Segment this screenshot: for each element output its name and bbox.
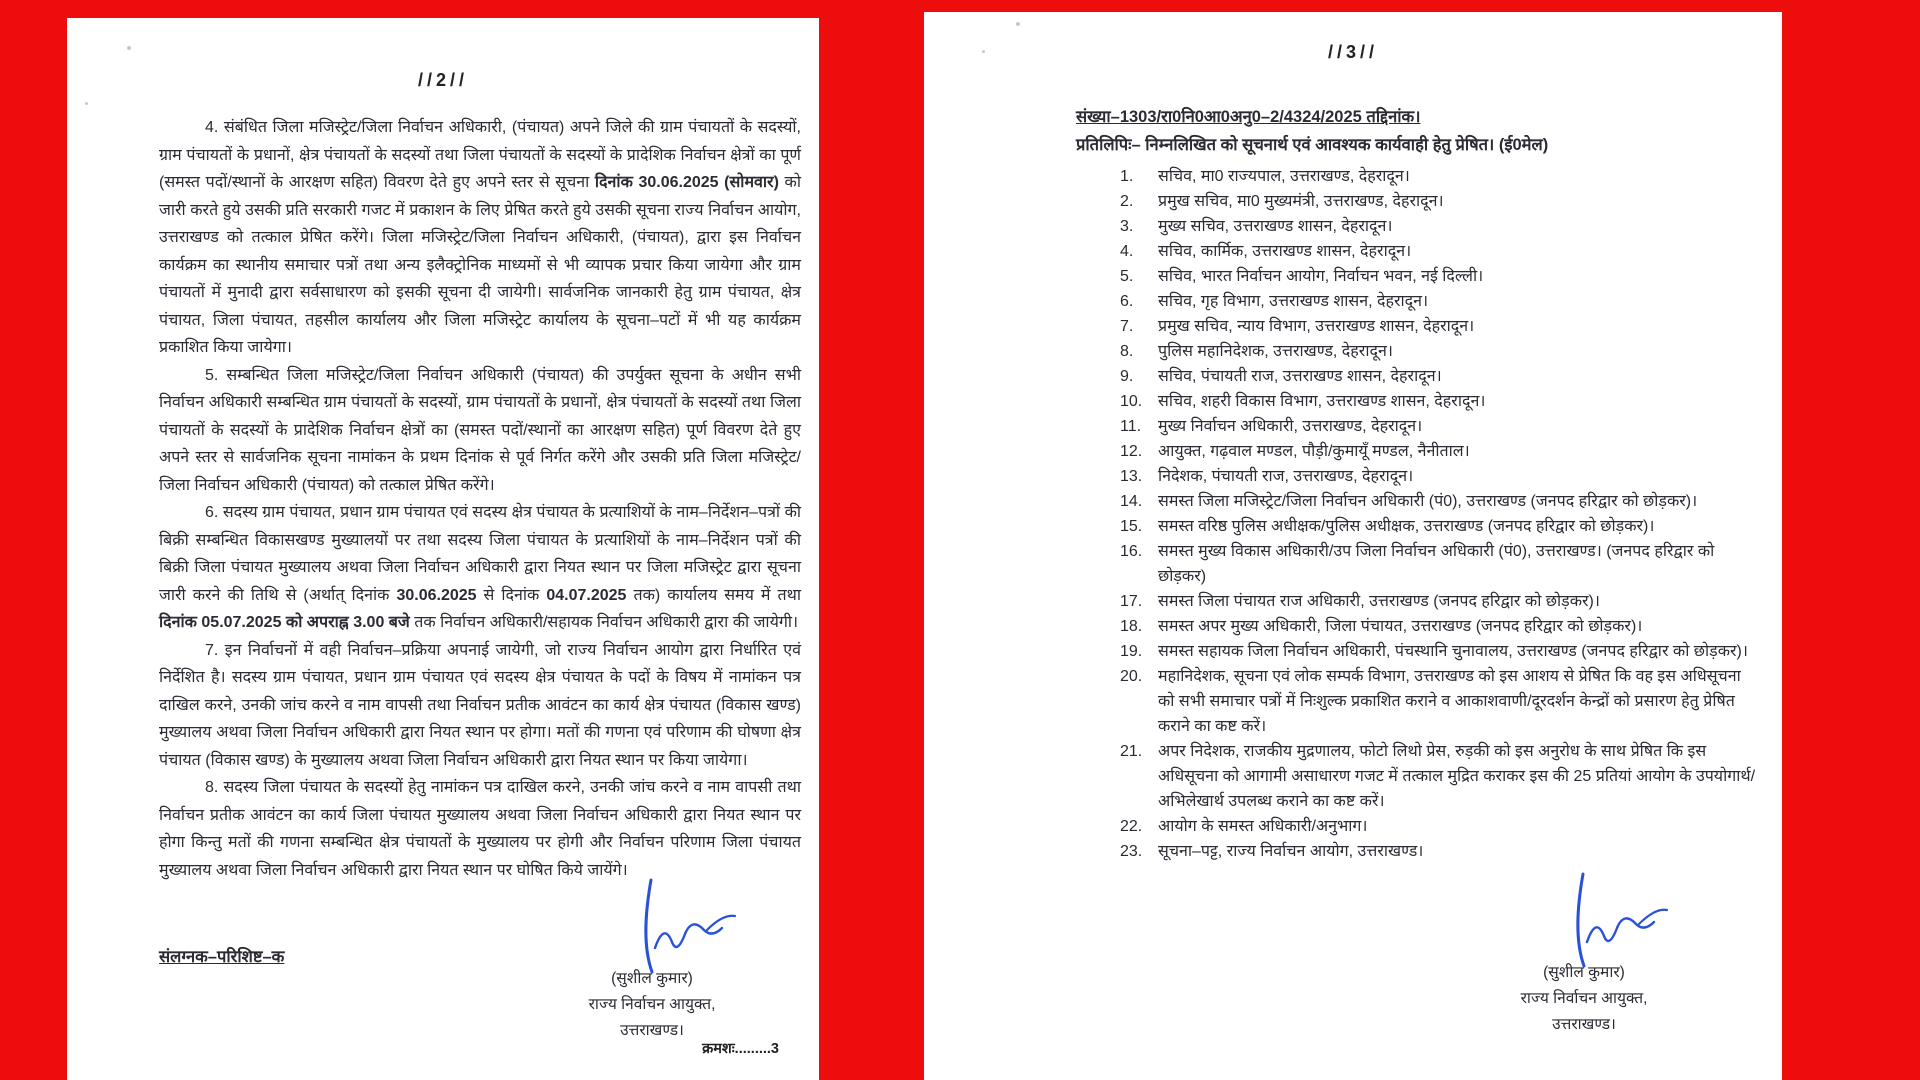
recipient-number: 5. bbox=[1120, 268, 1134, 285]
copy-to-line: प्रतिलिपिः– निम्नलिखित को सूचनार्थ एवं आवश्यक कार्यवाही हेतु प्रेषित। (ई0मेल) bbox=[1076, 136, 1549, 154]
recipient-text: सचिव, शहरी विकास विभाग, उत्तराखण्ड शासन, देहरादून। bbox=[1158, 393, 1486, 410]
recipient-item bbox=[1120, 164, 1760, 189]
recipient-item bbox=[1120, 664, 1760, 739]
recipient-number: 10. bbox=[1120, 393, 1143, 410]
recipient-item bbox=[1120, 214, 1760, 239]
scan-speck bbox=[127, 46, 131, 50]
recipient-text: महानिदेशक, सूचना एवं लोक सम्पर्क विभाग, उत्तराखण्ड को इस आशय से प्रेषित कि वह इस अधिसूचना को सभी समाचार पत्रों में निःशुल्क प्रकाशित कराने व आकाशवाणी/दूरदर्शन केन्द्रों को प्रसारण हेतु प्रेषित कराने का कष्ट करें। bbox=[1158, 668, 1741, 735]
recipient-number: 6. bbox=[1120, 293, 1134, 310]
paragraph-8: 8. सदस्य जिला पंचायत के सदस्यों हेतु नामांकन पत्र दाखिल करने, उनकी जांच करने व नाम वापसी तथा निर्वाचन प्रतीक आवंटन का कार्य जिला पंचायत मुख्यालय अथवा जिला निर्वाचन अधिकारी द्वारा नियत स्थान पर होगा किन्तु मतों की गणना सम्बन्धित क्षेत्र पंचायतों के मुख्यालय पर होगी और निर्वाचन परिणाम जिला पंचायत मुख्यालय अथवा जिला निर्वाचन अधिकारी द्वारा नियत स्थान पर घोषित किये जायेंगे। bbox=[159, 779, 801, 879]
recipient-text: प्रमुख सचिव, न्याय विभाग, उत्तराखण्ड शासन, देहरादून। bbox=[1158, 318, 1475, 335]
recipient-item bbox=[1120, 389, 1760, 414]
paragraph-7: 7. इन निर्वाचनों में वही निर्वाचन–प्रक्रिया अपनाई जायेगी, जो राज्य निर्वाचन आयोग द्वारा निर्धारित एवं निर्देशित है। सदस्य ग्राम पंचायत, प्रधान ग्राम पंचायत एवं सदस्य क्षेत्र पंचायत के पदों के विषय में नामांकन पत्र दाखिल करने, उनकी जांच करने व नाम वापसी तथा निर्वाचन प्रतीक आवंटन का कार्य क्षेत्र पंचायत (विकास खण्ड) मुख्यालय अथवा जिला निर्वाचन अधिकारी द्वारा नियत स्थान पर होगा। मतों की गणना एवं परिणाम की घोषणा क्षेत्र पंचायत (विकास खण्ड) के मुख्यालय अथवा जिला निर्वाचन अधिकारी द्वारा नियत स्थान पर किया जायेगा। bbox=[159, 641, 801, 769]
paragraph-4: 4. संबंधित जिला मजिस्ट्रेट/जिला निर्वाचन अधिकारी, (पंचायत) अपने जिले की ग्राम पंचायतों के सदस्यों, ग्राम पंचायतों के प्रधानों, क्षेत्र पंचायतों के सदस्यों तथा जिला पंचायतों के सदस्यों के प्रादेशिक निर्वाचन क्षेत्रों का पूर्ण (समस्त पदों/स्थानों के आरक्षण सहित) विवरण देते हुए अपने स्तर से सूचना दिनांक 30.06.2025 (सोमवार) को जारी करते हुये उसकी प्रति सरकारी गजट में प्रकाशन के लिए प्रेषित करते हुये उसकी सूचना राज्य निर्वाचन आयोग, उत्तराखण्ड को तत्काल प्रेषित करेंगे। जिला मजिस्ट्रेट/जिला निर्वाचन अधिकारी, (पंचायत), द्वारा इस निर्वाचन कार्यक्रम का स्थानीय समाचार पत्रों तथा अन्य इलैक्ट्रोनिक माध्यमों से भी व्यापक प्रचार किया जायेगा और ग्राम पंचायतों में मुनादी द्वारा सर्वसाधारण को इसकी सूचना दी जायेगी। सार्वजनिक जानकारी हेतु ग्राम पंचायत, क्षेत्र पंचायत, जिला पंचायत, तहसील कार्यालय और जिला मजिस्ट्रेट कार्यालय के सूचना–पटों में भी यह कार्यक्रम प्रकाशित किया जायेगा। bbox=[159, 119, 801, 356]
recipient-item bbox=[1120, 639, 1760, 664]
recipient-item bbox=[1120, 189, 1760, 214]
recipient-item bbox=[1120, 539, 1760, 589]
recipient-number: 15. bbox=[1120, 518, 1143, 535]
recipient-number: 4. bbox=[1120, 243, 1134, 260]
recipient-item bbox=[1120, 339, 1760, 364]
document-page-3 bbox=[924, 12, 1782, 1080]
recipient-item bbox=[1120, 414, 1760, 439]
recipient-number: 22. bbox=[1120, 818, 1143, 835]
paragraph-5: 5. सम्बन्धित जिला मजिस्ट्रेट/जिला निर्वाचन अधिकारी (पंचायत) की उपर्युक्त सूचना के अधीन सभी निर्वाचन अधिकारी सम्बन्धित ग्राम पंचायतों के सदस्यों, ग्राम पंचायतों के प्रधानों, क्षेत्र पंचायतों के सदस्यों तथा जिला पंचायतों के सदस्यों के प्रादेशिक निर्वाचन क्षेत्रों का (समस्त पदों/स्थानों का आरक्षण सहित) पूर्ण विवरण देते हुए अपने स्तर से सार्वजनिक सूचना नामांकन के प्रथम दिनांक से पूर्व निर्गत करेंगे और उसकी प्रति जिला मजिस्ट्रेट/जिला निर्वाचन अधिकारी (पंचायत) को तत्काल प्रेषित करेंगे। bbox=[159, 366, 801, 494]
recipient-text: समस्त अपर मुख्य अधिकारी, जिला पंचायत, उत्तराखण्ड (जनपद हरिद्वार को छोड़कर)। bbox=[1158, 618, 1643, 635]
recipient-number: 16. bbox=[1120, 543, 1143, 560]
recipient-number: 23. bbox=[1120, 843, 1143, 860]
recipient-text: समस्त मुख्य विकास अधिकारी/उप जिला निर्वाचन अधिकारी (पं0), उत्तराखण्ड। (जनपद हरिद्वार को छोड़कर) bbox=[1158, 543, 1715, 585]
recipient-item bbox=[1120, 614, 1760, 639]
recipient-text: प्रमुख सचिव, मा0 मुख्यमंत्री, उत्तराखण्ड, देहरादून। bbox=[1158, 193, 1444, 210]
recipient-text: सूचना–पट्ट, राज्य निर्वाचन आयोग, उत्तराखण्ड। bbox=[1158, 843, 1424, 860]
recipient-text: सचिव, भारत निर्वाचन आयोग, निर्वाचन भवन, नई दिल्ली। bbox=[1158, 268, 1484, 285]
recipient-number: 1. bbox=[1120, 168, 1134, 185]
signature-ink bbox=[1527, 872, 1677, 968]
paragraph-6: 6. सदस्य ग्राम पंचायत, प्रधान ग्राम पंचायत एवं सदस्य क्षेत्र पंचायत के प्रत्याशियों के नाम–निर्देशन–पत्रों की बिक्री सम्बन्धित विकासखण्ड मुख्यालयों पर तथा सदस्य जिला पंचायत के प्रत्याशियों के नाम–निर्देशन पत्रों की बिक्री जिला पंचायत मुख्यालय अथवा जिला निर्वाचन अधिकारी द्वारा नियत स्थान पर जिला मजिस्ट्रेट द्वारा सूचना जारी करने की तिथि से (अर्थात् दिनांक 30.06.2025 से दिनांक 04.07.2025 तक) कार्यालय समय में तथा दिनांक 05.07.2025 को अपराह्न 3.00 बजे तक निर्वाचन अधिकारी/सहायक निर्वाचन अधिकारी द्वारा की जायेगी। bbox=[159, 504, 802, 631]
recipient-item bbox=[1120, 289, 1760, 314]
scan-speck bbox=[1016, 22, 1020, 26]
recipient-item bbox=[1120, 439, 1760, 464]
signatory-place: उत्तराखण्ड। bbox=[1552, 1016, 1616, 1033]
recipient-item bbox=[1120, 739, 1760, 814]
recipient-number: 17. bbox=[1120, 593, 1143, 610]
signatory-name: (सुशील कुमार) bbox=[611, 970, 693, 987]
recipient-number: 18. bbox=[1120, 618, 1143, 635]
recipient-text: मुख्य निर्वाचन अधिकारी, उत्तराखण्ड, देहरादून। bbox=[1158, 418, 1423, 435]
recipient-number: 14. bbox=[1120, 493, 1143, 510]
recipient-number: 11. bbox=[1120, 418, 1142, 435]
recipient-number: 12. bbox=[1120, 443, 1143, 460]
signatory-title: राज्य निर्वाचन आयुक्त, bbox=[588, 996, 716, 1013]
recipient-text: आयुक्त, गढ़वाल मण्डल, पौड़ी/कुमायूँ मण्डल, नैनीताल। bbox=[1158, 443, 1470, 460]
recipient-text: समस्त वरिष्ठ पुलिस अधीक्षक/पुलिस अधीक्षक, उत्तराखण्ड (जनपद हरिद्वार को छोड़कर)। bbox=[1158, 518, 1655, 535]
recipient-item bbox=[1120, 814, 1760, 839]
signatory-name: (सुशील कुमार) bbox=[1543, 964, 1625, 981]
recipient-number: 13. bbox=[1120, 468, 1143, 485]
recipient-number: 19. bbox=[1120, 643, 1143, 660]
recipient-text: समस्त सहायक जिला निर्वाचन अधिकारी, पंचस्थानि चुनावालय, उत्तराखण्ड (जनपद हरिद्वार को छोड़कर)। bbox=[1158, 643, 1748, 660]
reference-number-line: संख्या–1303/रा0नि0आ0अनु0–2/4324/2025 तद्दिनांक। bbox=[1076, 108, 1421, 126]
recipient-item bbox=[1120, 239, 1760, 264]
continuation-marker: क्रमशः.........3 bbox=[702, 1041, 779, 1057]
page-number-3: //3// bbox=[1327, 42, 1378, 62]
recipient-number: 21. bbox=[1120, 743, 1143, 760]
recipient-text: सचिव, पंचायती राज, उत्तराखण्ड शासन, देहरादून। bbox=[1158, 368, 1442, 385]
attachment-note: संलग्नक–परिशिष्ट–क bbox=[159, 948, 285, 966]
recipient-text: अपर निदेशक, राजकीय मुद्रणालय, फोटो लिथो प्रेस, रुड़की को इस अनुरोध के साथ प्रेषित कि इस अधिसूचना को आगामी असाधारण गजट में तत्काल मुद्रित कराकर इस की 25 प्रतियां आयोग के उपयोगार्थ/अभिलेखार्थ उपलब्ध कराने का कष्ट करें। bbox=[1158, 743, 1756, 810]
recipient-text: समस्त जिला मजिस्ट्रेट/जिला निर्वाचन अधिकारी (पं0), उत्तराखण्ड (जनपद हरिद्वार को छोड़कर)। bbox=[1158, 493, 1698, 510]
recipient-item bbox=[1120, 464, 1760, 489]
recipient-text: समस्त जिला पंचायत राज अधिकारी, उत्तराखण्ड (जनपद हरिद्वार को छोड़कर)। bbox=[1158, 593, 1600, 610]
recipient-item bbox=[1120, 589, 1760, 614]
signature-block-page-3 bbox=[1469, 960, 1699, 1038]
scan-speck bbox=[85, 102, 88, 105]
recipient-text: आयोग के समस्त अधिकारी/अनुभाग। bbox=[1158, 818, 1368, 835]
signatory-place: उत्तराखण्ड। bbox=[620, 1022, 684, 1039]
recipient-number: 20. bbox=[1120, 668, 1143, 685]
recipient-text: पुलिस महानिदेशक, उत्तराखण्ड, देहरादून। bbox=[1158, 343, 1393, 360]
signatory-title: राज्य निर्वाचन आयुक्त, bbox=[1520, 990, 1648, 1007]
recipient-text: मुख्य सचिव, उत्तराखण्ड शासन, देहरादून। bbox=[1158, 218, 1393, 235]
recipients-list bbox=[1120, 164, 1760, 864]
signature-block-page-2 bbox=[537, 966, 767, 1044]
recipient-number: 7. bbox=[1120, 318, 1134, 335]
recipient-number: 9. bbox=[1120, 368, 1134, 385]
page-number-2: //2// bbox=[417, 70, 468, 90]
recipient-number: 2. bbox=[1120, 193, 1134, 210]
page-2-body bbox=[159, 114, 801, 884]
recipient-item bbox=[1120, 364, 1760, 389]
recipient-text: निदेशक, पंचायती राज, उत्तराखण्ड, देहरादून। bbox=[1158, 468, 1414, 485]
recipient-item bbox=[1120, 514, 1760, 539]
recipient-text: सचिव, गृह विभाग, उत्तराखण्ड शासन, देहरादून। bbox=[1158, 293, 1429, 310]
recipient-number: 8. bbox=[1120, 343, 1134, 360]
recipient-item bbox=[1120, 314, 1760, 339]
recipient-item bbox=[1120, 489, 1760, 514]
recipient-number: 3. bbox=[1120, 218, 1134, 235]
document-page-2 bbox=[67, 18, 819, 1080]
recipient-text: सचिव, कार्मिक, उत्तराखण्ड शासन, देहरादून। bbox=[1158, 243, 1412, 260]
recipient-text: सचिव, मा0 राज्यपाल, उत्तराखण्ड, देहरादून। bbox=[1158, 168, 1410, 185]
recipient-item bbox=[1120, 839, 1760, 864]
recipient-item bbox=[1120, 264, 1760, 289]
signature-ink bbox=[595, 878, 745, 974]
